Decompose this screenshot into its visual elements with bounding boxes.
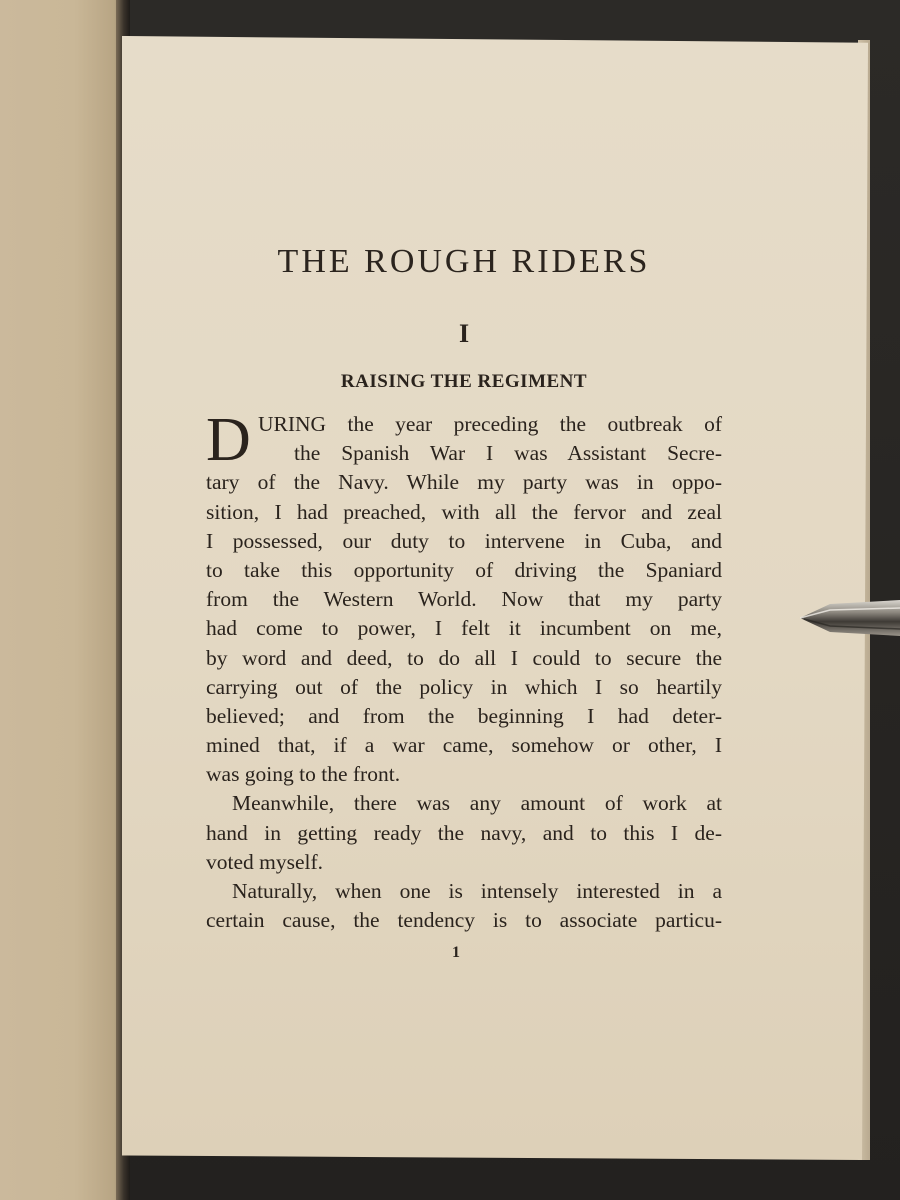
text-line: had come to power, I felt it incumbent on me, bbox=[206, 616, 722, 641]
body-text bbox=[206, 406, 722, 935]
text-line: from the Western World. Now that my party bbox=[206, 587, 722, 612]
text-line: URING the year preceding the outbreak of bbox=[258, 412, 722, 436]
drop-cap: D bbox=[206, 406, 251, 474]
text-line: to take this opportunity of driving the Spaniard bbox=[206, 557, 722, 582]
page-number: 1 bbox=[452, 944, 460, 961]
text-line: by word and deed, to do all I could to secure the bbox=[206, 645, 722, 670]
chapter-number: I bbox=[458, 319, 470, 348]
book-title: THE ROUGH RIDERS bbox=[277, 243, 651, 280]
metal-pointer-icon bbox=[800, 596, 900, 642]
text-line: mined that, if a war came, somehow or other, I bbox=[206, 733, 722, 758]
text-line: certain cause, the tendency is to associate particu- bbox=[206, 908, 722, 933]
text-line: Naturally, when one is intensely interested in a bbox=[232, 879, 722, 903]
text-line: sition, I had preached, with all the fervor and zeal bbox=[206, 499, 722, 524]
chapter-title: RAISING THE REGIMENT bbox=[340, 371, 588, 392]
text-line: voted myself. bbox=[206, 849, 324, 874]
text-line: believed; and from the beginning I had deter- bbox=[206, 703, 722, 728]
left-page bbox=[0, 0, 124, 1200]
text-line: Meanwhile, there was any amount of work at bbox=[232, 791, 722, 816]
text-line: tary of the Navy. While my party was in oppo- bbox=[206, 470, 722, 495]
text-line: I possessed, our duty to intervene in Cuba, and bbox=[206, 528, 722, 553]
text-line: the Spanish War I was Assistant Secre- bbox=[294, 441, 722, 466]
page-text bbox=[206, 236, 722, 935]
text-line: was going to the front. bbox=[206, 762, 401, 787]
text-line: carrying out of the policy in which I so heartily bbox=[206, 674, 722, 699]
text-line: hand in getting ready the navy, and to this I de- bbox=[206, 820, 722, 845]
